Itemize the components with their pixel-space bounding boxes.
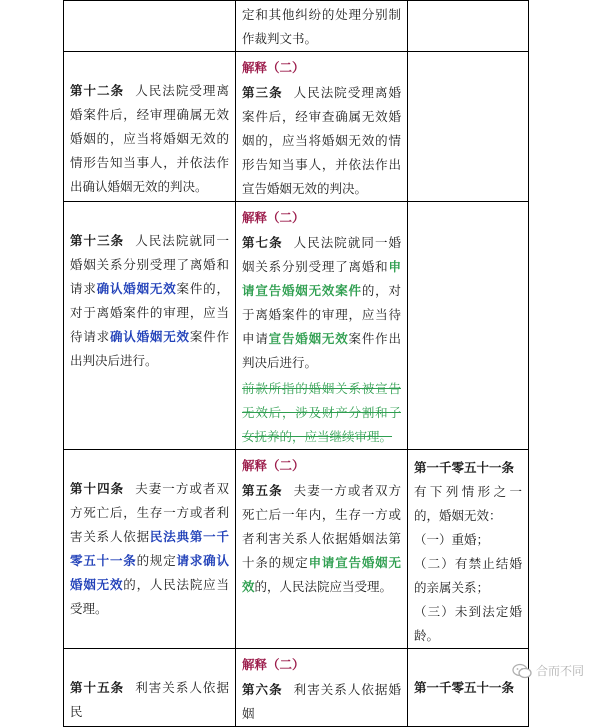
highlight-green: 申请宣告婚姻无效案件 [242,259,401,298]
article-text: 人民法院受理离婚案件后，经审查确属无效婚姻的，应当将婚姻无效的情形告知当事人，并依法作出宣告婚姻无效的判决。 [242,85,401,196]
cell-right [408,202,529,450]
article-number: 第七条 [242,235,283,250]
article-text: 人民法院就同一婚姻关系分别受理了离婚和 [242,235,401,274]
article-text: 人民法院受理离婚案件后，经审理确属无效婚姻的，应当将婚姻无效的情形告知当事人，并依法作出确认婚姻无效的判决。 [70,83,229,194]
cell-mid [236,450,408,649]
interpretation-label: 解释（二） [242,60,305,75]
cell-mid [236,202,408,450]
article-text: 的，对于离婚案件的审理，应当待申请 [242,283,401,346]
highlight-blue: 请求确认婚姻无效 [70,553,229,592]
article-text: 的，人民法院应当受理。 [254,579,393,594]
article-number: 第十五条 [70,680,125,695]
cell-right [408,52,529,202]
cell-left [64,202,236,450]
article-number: 第十二条 [70,83,125,98]
article-text: 夫妻一方或者双方死亡后，生存一方或者利害关系人依据 [70,481,229,544]
article-number: 第一千零五十一条 [414,680,515,695]
article-number: 第三条 [242,85,283,100]
article-number: 第五条 [242,483,283,498]
article-number: 第十四条 [70,481,125,496]
cell-left [64,450,236,649]
article-text: 案件作出判决后进行。 [70,329,229,368]
comparison-table [63,0,529,727]
article-text: 的，人民法院应当受理。 [70,577,229,616]
article-text: 夫妻一方或者双方死亡后一年内，生存一方或者利害关系人依据婚姻法第十条的规定 [242,483,401,570]
article-text: 案件作出判决后进行。 [242,331,401,370]
cell-mid [236,52,408,202]
table-row [64,649,529,727]
cell-mid [236,1,408,52]
list-item: （二）有禁止结婚的亲属关系； [414,556,522,595]
watermark [512,662,584,679]
article-number: 第十三条 [70,233,125,248]
highlight-blue: 确认婚姻无效 [109,329,190,344]
table-row [64,450,529,649]
mid-text: 定和其他纠纷的处理分别制作裁判文书。 [242,7,401,46]
highlight-green: 宣告婚姻无效 [268,331,349,346]
article-text: 有下列情形之一的，婚姻无效： [414,484,522,523]
list-item: （三）未到法定婚龄。 [414,604,522,643]
article-number: 第一千零五十一条 [414,460,515,475]
article-text: 的规定 [136,553,177,568]
article-text: 利害关系人依据民 [70,680,229,719]
article-text: 人民法院就同一婚姻关系分别受理了离婚和请求 [70,233,229,296]
highlight-blue: 确认婚姻无效 [96,281,177,296]
highlight-green: 申请宣告婚姻无效 [242,555,401,594]
interpretation-label: 解释（二） [242,458,305,473]
deleted-text: 前款所指的婚姻关系被宣告无效后，涉及财产分割和子女抚养的，应当继续审理。 [242,381,401,444]
table-row [64,52,529,202]
cell-left [64,649,236,727]
article-number: 第六条 [242,682,283,697]
interpretation-label: 解释（二） [242,210,305,225]
cell-right [408,1,529,52]
list-item: （一）重婚； [414,532,490,547]
cell-right [408,649,529,727]
cell-left [64,52,236,202]
article-text: 案件的，对于离婚案件的审理，应当待请求 [70,281,229,344]
article-text: 利害关系人依据婚姻 [242,682,401,721]
highlight-blue: 民法典第一千零五十一条 [70,529,229,568]
cell-left [64,1,236,52]
cell-right [408,450,529,649]
cell-mid [236,649,408,727]
table-row [64,202,529,450]
watermark-text: 合而不同 [535,664,584,678]
table-row [64,1,529,52]
interpretation-label: 解释（二） [242,657,305,672]
wechat-icon [512,663,532,679]
